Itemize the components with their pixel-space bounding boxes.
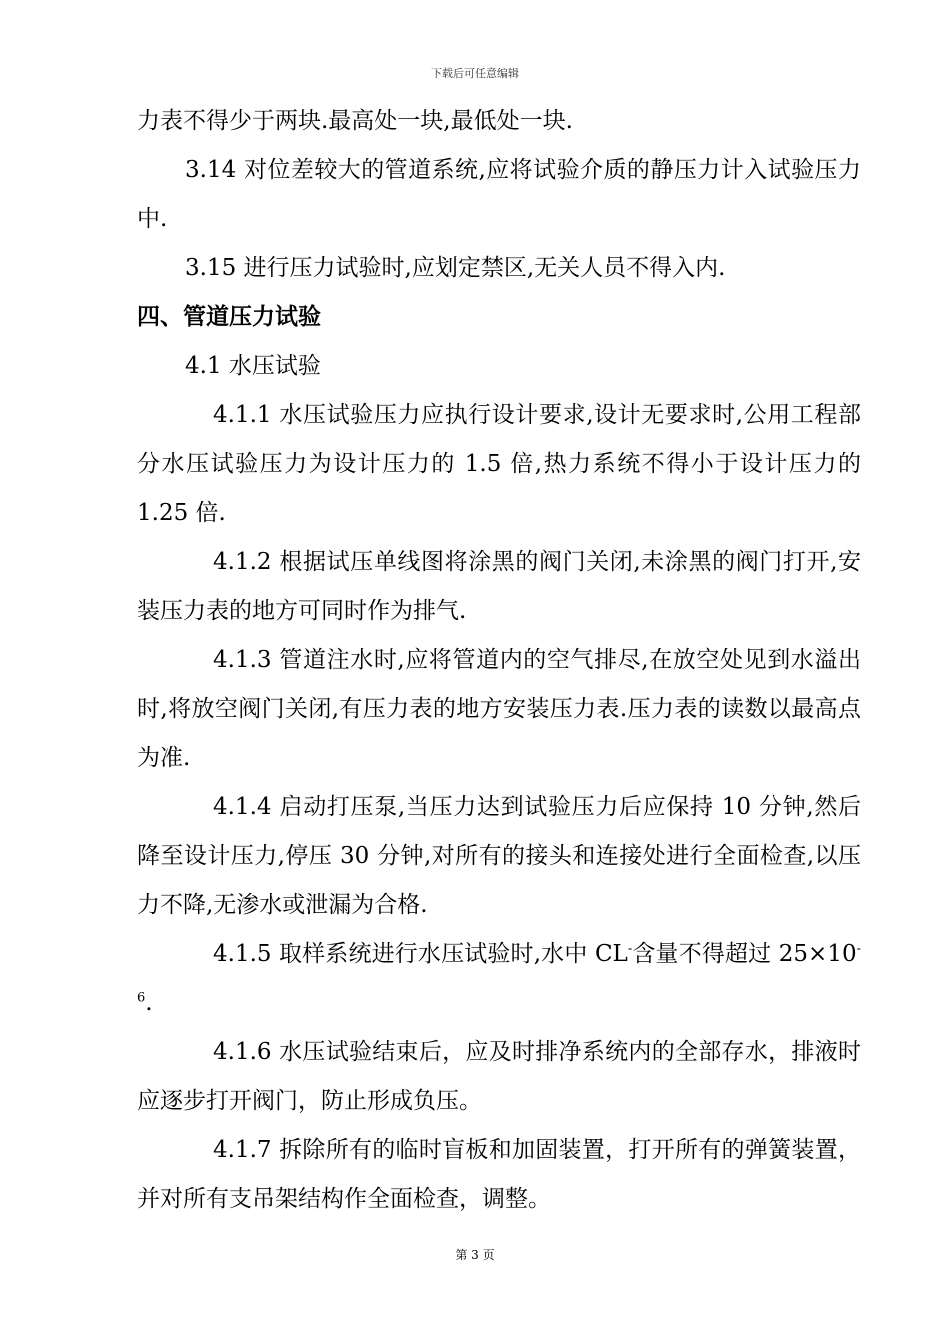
- document-body: [137, 97, 861, 1224]
- page-number: 第 3 页: [455, 1248, 495, 1262]
- paragraph-4-1-5-part1: 4.1.5 取样系统进行水压试验时,水中 CL: [213, 941, 628, 967]
- paragraph-4-1-5-part3: .: [145, 990, 153, 1016]
- exponent-superscript: -6: [137, 941, 862, 1006]
- paragraph-4-1-1: 4.1.1 水压试验压力应执行设计要求,设计无要求时,公用工程部分水压试验压力为设计压力的 1.5 倍,热力系统不得小于设计压力的 1.25 倍.: [137, 402, 861, 526]
- section-heading-4: 四、管道压力试验: [137, 304, 321, 330]
- paragraph-3-15: 3.15 进行压力试验时,应划定禁区,无关人员不得入内.: [185, 255, 726, 281]
- paragraph-4-1-7: 4.1.7 拆除所有的临时盲板和加固装置，打开所有的弹簧装置，并对所有支吊架结构作全面检查，调整。: [137, 1137, 861, 1212]
- page-header-note: 下载后可任意编辑: [431, 67, 519, 80]
- paragraph-4-1-5-part2: 含量不得超过 25×10: [632, 941, 857, 967]
- paragraph-4-1-4: 4.1.4 启动打压泵,当压力达到试验压力后应保持 10 分钟,然后降至设计压力,停压 30 分钟,对所有的接头和连接处进行全面检查,以压力不降,无渗水或泄漏为合格.: [137, 794, 861, 918]
- paragraph-4-1-2: 4.1.2 根据试压单线图将涂黑的阀门关闭,未涂黑的阀门打开,安装压力表的地方可同时作为排气.: [137, 549, 861, 624]
- paragraph-4-1-3: 4.1.3 管道注水时,应将管道内的空气排尽,在放空处见到水溢出时,将放空阀门关闭,有压力表的地方安装压力表.压力表的读数以最高点为准.: [137, 647, 861, 771]
- chloride-charge-superscript: -: [627, 941, 633, 957]
- paragraph-continuation: 力表不得少于两块.最高处一块,最低处一块.: [137, 108, 573, 134]
- paragraph-4-1-5: [137, 930, 861, 1028]
- subsection-heading-4-1: 4.1 水压试验: [185, 353, 321, 379]
- paragraph-3-14: 3.14 对位差较大的管道系统,应将试验介质的静压力计入试验压力中.: [137, 157, 861, 232]
- paragraph-4-1-6: 4.1.6 水压试验结束后，应及时排净系统内的全部存水，排液时应逐步打开阀门，防止形成负压。: [137, 1039, 861, 1114]
